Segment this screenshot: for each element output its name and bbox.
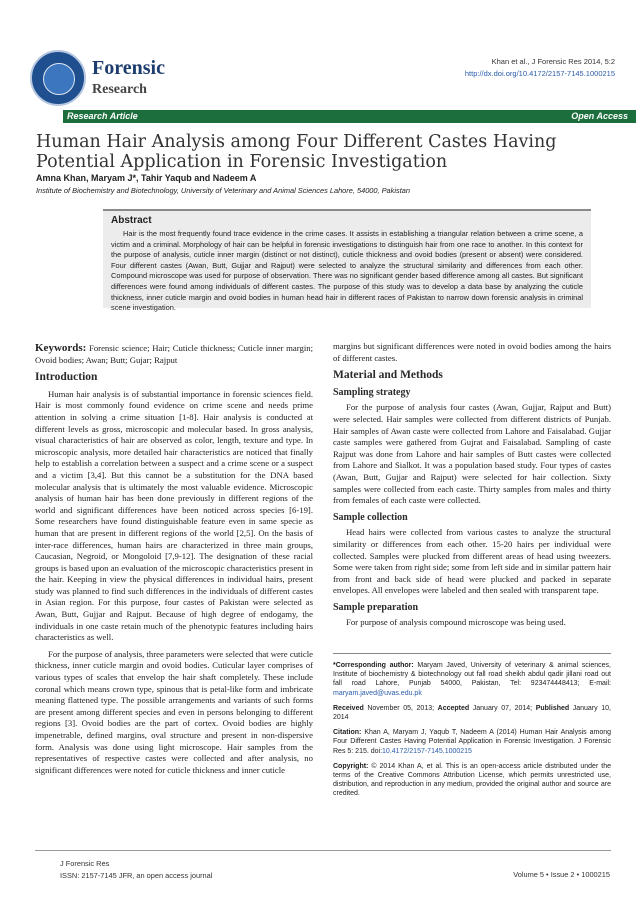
copyright-label: Copyright:: [333, 762, 369, 770]
preparation-text: For purpose of analysis compound microscope was being used.: [346, 617, 566, 628]
copyright-text: © 2014 Khan A, et al. This is an open-access article distributed under the terms of the Creative Commons Attribution License, which permits unrestricted use, distribution, and reproduction in any medium, provided the original author and source are credited.: [333, 762, 611, 798]
copyright: [333, 762, 611, 799]
header-citation: [380, 56, 615, 80]
left-column: [35, 343, 313, 781]
article-type: Research Article: [67, 111, 138, 121]
intro-paragraph-2: For the purpose of analysis, three parameters were selected that were cuticle thickness, inner cuticle margin and ovoid bodies. Cuticular layer comprises of various types of scales that envelop the hair shaft completely. These include coronal which means crown type, spinous that is petal-like form and imbricate meaning flattened type. The possible arrangements and variants of such forms are present among different species and even in persons belonging to different regions [3]. Ovoid bodies are the part of cortex. Ovoid bodies are highly impenetrable, defined margins, oval structure and present in non-dispersive form. Analysis was done using light microscope. Hair samples from the representatives of respective castes were collected and after analysis, no significant differences were noted for cuticle thickness and inner cuticle: [35, 648, 313, 775]
abstract-heading: Abstract: [111, 215, 152, 226]
citation-label: Citation:: [333, 729, 362, 737]
footer-volume: Volume 5 • Issue 2 • 1000215: [513, 870, 610, 879]
corr-email-link[interactable]: maryam.javed@uvas.edu.pk: [333, 689, 422, 697]
journal-logo: [30, 50, 86, 106]
journal-name-sub: Research: [92, 82, 147, 97]
doi-link[interactable]: http://dx.doi.org/10.4172/2157-7145.1000215: [464, 69, 615, 78]
citation-body: Khan A, Maryam J, Yaqub T, Nadeem A (2014) Human Hair Analysis among Four Different Castes Having Potential Application in Forensic Investigation. J Forensic Res 5: 215. doi:: [333, 729, 611, 755]
author-list: Amna Khan, Maryam J*, Tahir Yaqub and Nadeem A: [36, 173, 257, 183]
sampling-text: For the purpose of analysis four castes (Awan, Gujjar, Rajput and Butt) were selected. Hair samples were collected from different districts of Punjab. Hair samples of Awan caste were collected from Lahore and Faisalabad. Gujjar caste samples were gathered from Gujrat and Faisalabad. Sampling of caste Rajput was done from Lahore and hair samples of Butt castes were collected from Lahore and Sialkot. It was a population based study. Four types of castes (Awan, Butt, Gujjar and Rajput) were selected for hair collection. Sixty samples were collected from each caste. Thirty samples from males and thirty from females of each caste were collected.: [333, 402, 611, 506]
footer-journal: J Forensic Res: [60, 859, 110, 868]
accepted-label: Accepted: [437, 704, 470, 712]
collection-text: Head hairs were collected from various castes to analyze the structural similarity or differences from each other. 15-20 hairs per individual were collected. Samples were plucked from different areas of head using tweezers. Some were taken from right side; some from left side and in similar pattern hair from front and back side of head were plucked and packed in separate envelopes. All envelopes were labeled and then sealed with transparent tape.: [333, 527, 611, 596]
citation-text: Khan et al., J Forensic Res 2014, 5:2: [491, 57, 615, 66]
keywords: [35, 343, 313, 366]
received-label: Received: [333, 704, 364, 712]
right-column: [333, 341, 611, 634]
published-date: January 10, 2014: [333, 704, 611, 722]
keywords-text: Forensic science; Hair; Cuticle thickness; Cuticle inner margin; Ovoid bodies; Awan; Butt; Gujar; Rajput: [35, 343, 314, 365]
dates: [333, 704, 611, 722]
article-title: Human Hair Analysis among Four Different Castes Having Potential Application in Forensic Investigation: [36, 132, 557, 172]
footer-divider: [35, 850, 611, 851]
corresponding-author: [333, 661, 611, 698]
abstract-text: Hair is the most frequently found trace evidence in the crime cases. It assists in establishing a triangular relation between a crime scene, a victim and a criminal. Morphology of hair can be helpful in forensic investigations to distinguish hair from one race to another. In this context for the purpose of analysis, cuticle inner margin (distinct or not distinct), cuticle thickness and ovoid bodies (present or absent) were considered. Four different castes (Awan, Butt, Gujjar and Rajput) were selected to analyze the structural similarity and differences from each other. Compound microscope was used for purpose of observation. There was no significant gender based difference among all castes. But significant differences were found among individuals of different castes. The purpose of this study was to develop a data base by analyzing the cuticle thickness, inner cuticle margin and ovoid bodies in human head hair in different races of Pakistan to narrow down forensic analysis in criminal scene investigation.: [111, 229, 583, 313]
corr-text: Maryam Javed, University of veterinary & animal sciences, Institute of biochemistry & biotechnology out fall road sheikh abdul qadir jillani road out fall road Lahore, Punjab 54000, Pakistan, Tel: 923474448413; E-mail:: [333, 662, 611, 688]
accepted-date: January 07, 2014;: [472, 704, 533, 712]
article-notes: [333, 661, 611, 805]
article-type-banner: [63, 110, 636, 123]
journal-name: Forensic: [92, 57, 165, 79]
introduction-heading: Introduction: [35, 371, 98, 384]
affiliation: Institute of Biochemistry and Biotechnology, University of Veterinary and Animal Sciences Lahore, 54000, Pakistan: [36, 186, 410, 195]
keywords-label: Keywords:: [35, 342, 87, 354]
footer-issn: ISSN: 2157-7145 JFR, an open access journal: [60, 871, 213, 880]
open-access-label: Open Access: [571, 111, 628, 121]
citation-doi-link[interactable]: 10.4172/2157-7145.1000215: [382, 747, 472, 755]
published-label: Published: [535, 704, 570, 712]
methods-heading: Material and Methods: [333, 369, 443, 382]
notes-divider: [333, 653, 611, 654]
sampling-heading: Sampling strategy: [333, 386, 411, 398]
abstract-box: [103, 209, 591, 313]
footer-left: [60, 858, 212, 882]
intro-paragraph-1: Human hair analysis is of substantial importance in forensic sciences field. Hair is most commonly found evidence on crime scene and needs prime attention in solving a crime situation [1-8]. Hair analysis is conducted at different levels as gross, microscopic and molecular based. In gross analysis, visual characteristics of hair are observed as color, length, texture and type. In microscopic analysis, more detailed hair characteristics are noticed that finally help to establish a correlation between a suspect and a crime scene or a suspect and a victim [3,4]. But this cannot be a substitution for the DNA based molecular analysis that is ultimately the most valuable evidence. Microscopic analysis of human hair has been done previously in different regions of the world and significant differences have been noticed across species [6-19]. Some researchers have found distinguishable feature even in same specie as human that are present in different regions of the world [2,5]. On the basis of inter-race differences, human hairs are characterized in three main groups, Caucasian, Negroid, or Mongoloid [7,9-12]. The designation of these racial groups is based upon an evaluation of the microscopic characteristics present in the hair. Keeping in view the physical differences in individual hairs, present study was planned to find such differences in the individuals of different castes in Asian region. For this purpose, four castes of Pakistan were selected as Awan, Butt, Gujjar and Rajput. Because of high degree of endogamy, the individuals in one caste retain much of the phenotypic features including hairs characteristics as well.: [35, 388, 313, 643]
collection-heading: Sample collection: [333, 511, 408, 523]
globe-icon: [43, 63, 75, 95]
citation: [333, 728, 611, 756]
received-date: November 05, 2013;: [367, 704, 435, 712]
intro-continuation: margins but significant differences were noted in ovoid bodies among the hairs of different castes.: [333, 341, 611, 363]
preparation-heading: Sample preparation: [333, 601, 419, 613]
corr-label: *Corresponding author:: [333, 662, 414, 669]
